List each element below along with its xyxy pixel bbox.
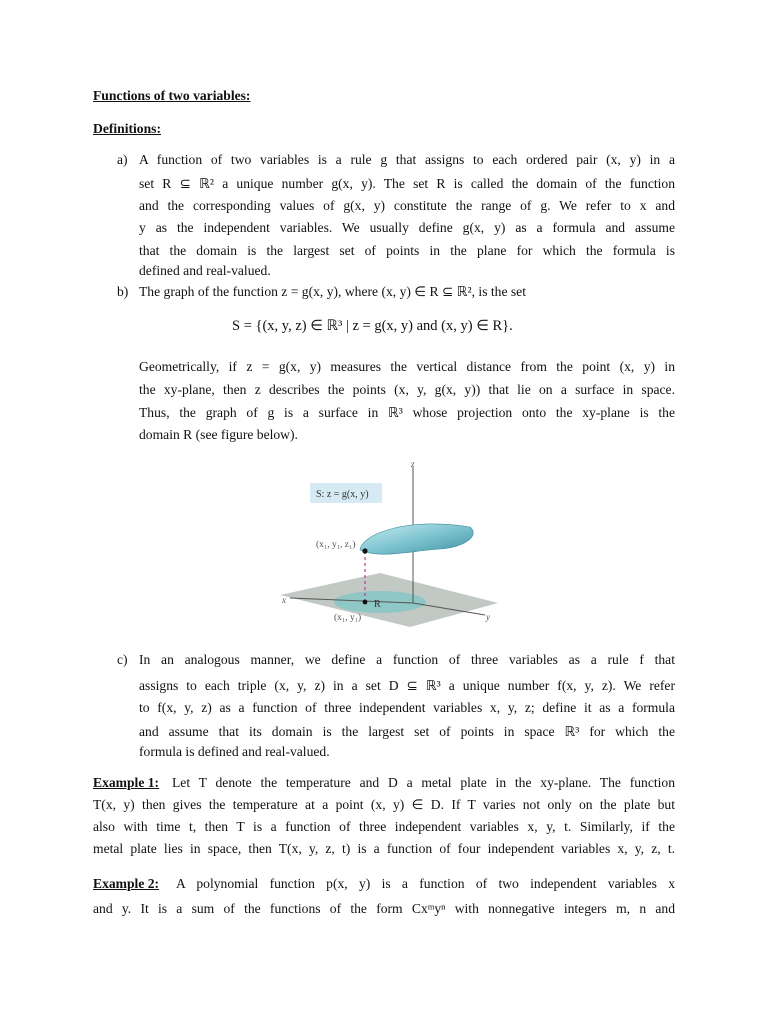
example-1-line-2: T(x, y) then gives the temperature at a point (x, y) ∈ D. If T varies not only on the plate but: [93, 797, 675, 812]
item-c-line-2: assigns to each triple (x, y, z) in a set D ⊆ ℝ³ a unique number f(x, y, z). We refer: [139, 678, 675, 693]
definitions-heading: Definitions:: [93, 121, 161, 136]
example-2-label: Example 2:: [93, 876, 160, 891]
item-a-line-6: defined and real-valued.: [139, 263, 271, 278]
item-b-marker: b): [117, 284, 129, 299]
set-definition-formula: S = {(x, y, z) ∈ ℝ³ | z = g(x, y) and (x, y) ∈ R}.: [232, 318, 513, 334]
base-point-label: (x₁, y₁): [334, 613, 362, 623]
geometric-line-2: the xy-plane, then z describes the points (x, y, g(x, y)) that lie on a surface in space.: [139, 382, 675, 397]
example-1-line-1: Let T denote the temperature and D a metal plate in the xy-plane. The function: [172, 775, 675, 790]
surface-label: S: z = g(x, y): [316, 489, 369, 500]
region-label: R: [374, 599, 381, 610]
item-a-line-3: and the corresponding values of g(x, y) constitute the range of g. We refer to x and: [139, 198, 675, 213]
example-1-line-4: metal plate lies in space, then T(x, y, z, t) is a function of four independent variables x, y, z, t.: [93, 841, 675, 856]
page-heading: Functions of two variables:: [93, 88, 251, 103]
example-2-line-1: A polynomial function p(x, y) is a function of two independent variables x: [176, 876, 675, 891]
geometric-line-4: domain R (see figure below).: [139, 427, 298, 442]
item-c-line-1: In an analogous manner, we define a function of three variables as a rule f that: [139, 652, 675, 667]
example-1-label: Example 1:: [93, 775, 160, 790]
item-a-line-4: y as the independent variables. We usually define g(x, y) as a formula and assume: [139, 220, 675, 235]
geometric-line-1: Geometrically, if z = g(x, y) measures the vertical distance from the point (x, y) in: [139, 359, 675, 374]
item-c-line-3: to f(x, y, z) as a function of three independent variables x, y, z; define it as a formula: [139, 700, 675, 715]
item-c-line-5: formula is defined and real-valued.: [139, 744, 330, 759]
item-c-line-4: and assume that its domain is the largest set of points in space ℝ³ for which the: [139, 724, 675, 739]
item-b-line-1: The graph of the function z = g(x, y), where (x, y) ∈ R ⊆ ℝ², is the set: [139, 284, 526, 299]
geometric-line-3: Thus, the graph of g is a surface in ℝ³ whose projection onto the xy-plane is the: [139, 405, 675, 420]
surface-point-label: (x₁, y₁, z₁): [316, 540, 356, 550]
surface-point: [362, 548, 367, 553]
item-a-line-5: that the domain is the largest set of points in the plane for which the formula is: [139, 243, 675, 258]
example-1-line-3: also with time t, then T is a function of three independent variables x, y, t. Similarly, if the: [93, 819, 675, 834]
example-2-line-2: and y. It is a sum of the functions of the form Cxᵐyⁿ with nonnegative integers m, n and: [93, 901, 675, 916]
surface-graph-figure: [270, 455, 505, 630]
axis-x-label: x: [282, 595, 286, 605]
item-a-line-1: A function of two variables is a rule g that assigns to each ordered pair (x, y) in a: [139, 152, 675, 167]
axis-y-label: y: [486, 612, 490, 622]
item-a-line-2: set R ⊆ ℝ² a unique number g(x, y). The set R is called the domain of the function: [139, 176, 675, 191]
axis-z-label: z: [411, 459, 415, 469]
item-a-marker: a): [117, 152, 128, 167]
surface-s: [360, 524, 473, 554]
item-c-marker: c): [117, 652, 128, 667]
base-point: [363, 600, 368, 605]
